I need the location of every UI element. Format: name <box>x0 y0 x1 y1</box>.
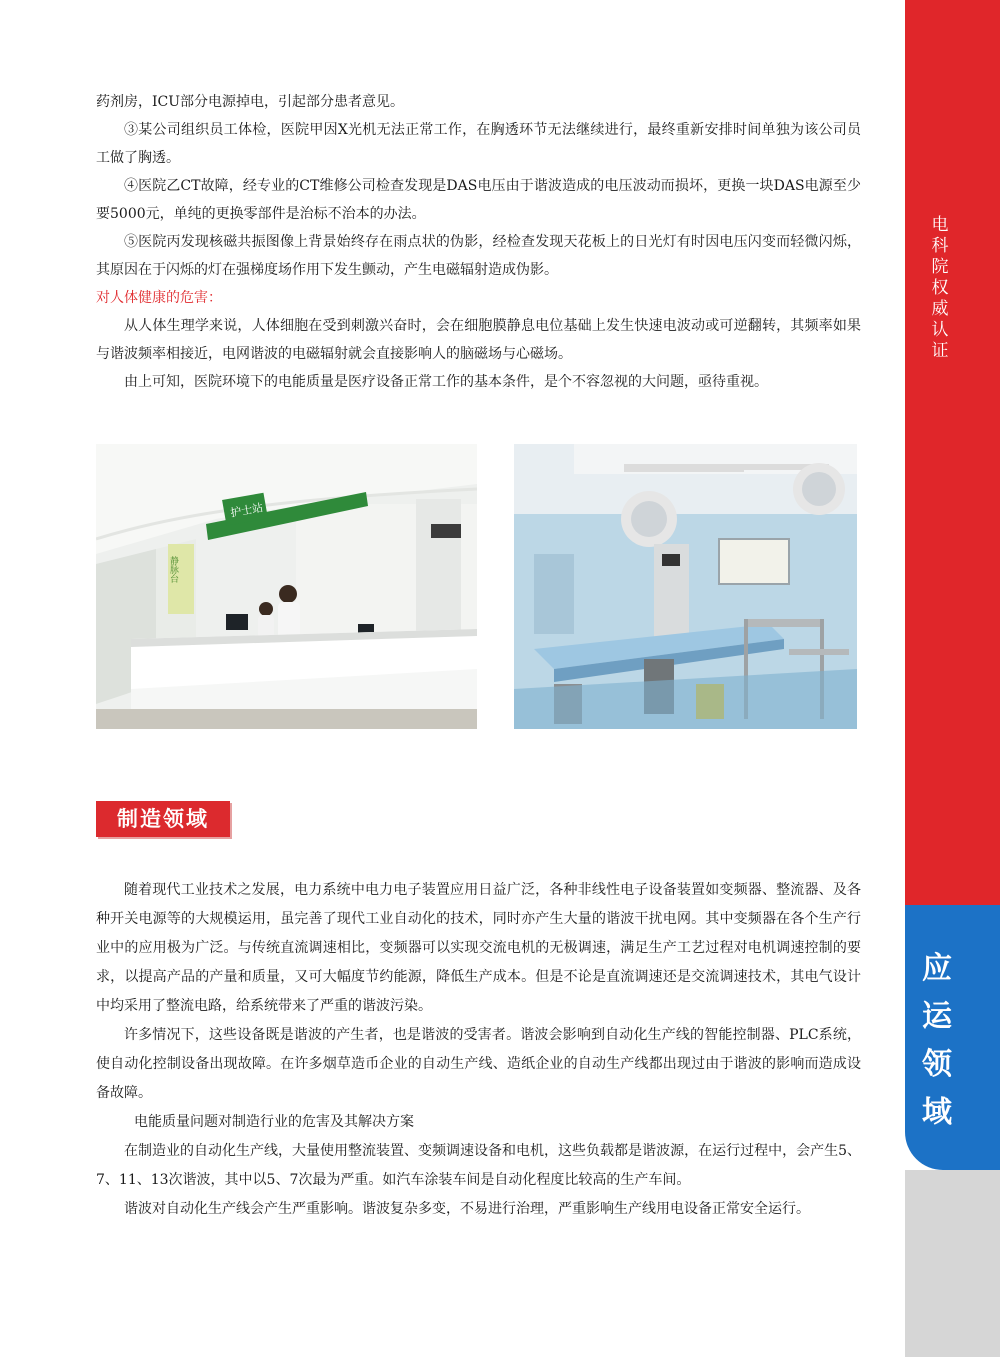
sidebar-red-band <box>905 0 1000 905</box>
pillar-sign: 静脉台 <box>168 556 178 583</box>
paragraph-ct: ④医院乙CT故障，经专业的CT维修公司检查发现是DAS电压由于谐波造成的电压波动而损坏，更换一块DAS电源至少要5000元，单纯的更换零部件是治标不治本的办法。 <box>96 178 861 222</box>
paragraph-mri: ⑤医院丙发现核磁共振图像上背景始终存在雨点状的伪影，经检查发现天花板上的日光灯有时因电压闪变而轻微闪烁，其原因在于闪烁的灯在强梯度场作用下发生颤动，产生电磁辐射造成伪影。 <box>96 234 861 278</box>
operating-room-photo <box>514 444 857 729</box>
paragraph-conclusion: 由上可知，医院环境下的电能质量是医疗设备正常工作的基本条件，是个不容忽视的大问题，亟待重视。 <box>124 374 768 390</box>
manufacturing-subheading: 电能质量问题对制造行业的危害及其解决方案 <box>134 1114 414 1130</box>
top-text-block <box>96 88 861 396</box>
section-title-manufacturing: 制造领域 <box>96 801 230 837</box>
paragraph-production-line: 在制造业的自动化生产线，大量使用整流装置、变频调速设备和电机，这些负载都是谐波源，在运行过程中，会产生5、7、11、13次谐波，其中以5、7次最为严重。如汽车涂装车间是自动化程度比较高的生产车间。 <box>96 1143 861 1188</box>
paragraph-impact: 谐波对自动化生产线会产生严重影响。谐波复杂多变，不易进行治理，严重影响生产线用电设备正常安全运行。 <box>124 1201 810 1217</box>
nurse-station-photo <box>96 444 477 729</box>
nurse-station-sign: 护士站 <box>229 501 265 520</box>
sidebar-section-label: 应运领域 <box>922 951 952 1130</box>
health-hazard-heading: 对人体健康的危害： <box>96 290 222 306</box>
sidebar-blue-tab <box>905 905 1000 1170</box>
paragraph-xray: ③某公司组织员工体检，医院甲因X光机无法正常工作，在胸透环节无法继续进行，最终重新安排时间单独为该公司员工做了胸透。 <box>96 122 861 166</box>
sidebar-gray-band <box>905 1170 1000 1357</box>
sidebar-certification-label: 电科院权威认证 <box>931 215 949 361</box>
manufacturing-text-block <box>96 876 861 1224</box>
paragraph-victims: 许多情况下，这些设备既是谐波的产生者，也是谐波的受害者。谐波会影响到自动化生产线的智能控制器、PLC系统，使自动化控制设备出现故障。在许多烟草造币企业的自动生产线、造纸企业的自动生产线都出现过由于谐波的影响而造成设备故障。 <box>96 1027 861 1101</box>
paragraph-industrial-development: 随着现代工业技术之发展，电力系统中电力电子装置应用日益广泛，各种非线性电子设备装置如变频器、整流器、及各种开关电源等的大规模运用，虽完善了现代工业自动化的技术，同时亦产生大量的谐波干扰电网。其中变频器在各个生产行业中的应用极为广泛。与传统直流调速相比，变频器可以实现交流电机的无极调速，满足生产工艺过程对电机调速控制的要求，以提高产品的产量和质量，又可大幅度节约能源，降低生产成本。但是不论是直流调速还是交流调速技术，其电气设计中均采用了整流电路，给系统带来了严重的谐波污染。 <box>96 882 861 1014</box>
paragraph-physiology: 从人体生理学来说，人体细胞在受到刺激兴奋时，会在细胞膜静息电位基础上发生快速电波动或可逆翻转，其频率如果与谐波频率相接近，电网谐波的电磁辐射就会直接影响人的脑磁场与心磁场。 <box>96 318 861 362</box>
paragraph-pharmacy: 药剂房，ICU部分电源掉电，引起部分患者意见。 <box>96 94 405 110</box>
